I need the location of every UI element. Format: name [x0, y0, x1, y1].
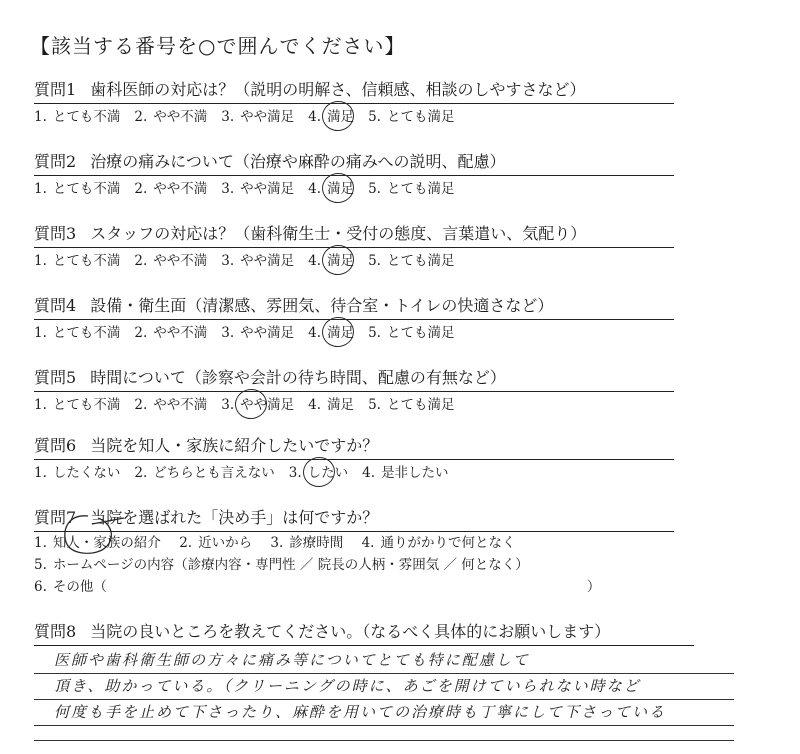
option-1[interactable]: 1. したくない [34, 465, 121, 481]
option-5[interactable]: 5. ホームページの内容（診療内容・専門性 ／ 院長の人柄・雰囲気 ／ 何となく） [34, 557, 529, 573]
option-2[interactable]: 2. やや不満 [134, 325, 208, 341]
option-5[interactable]: 5. とても満足 [368, 181, 455, 197]
option-3[interactable]: 3. したい [289, 462, 348, 484]
question-8 [34, 620, 694, 646]
option-row [34, 106, 674, 128]
option-3[interactable]: 3. やや満足 [221, 394, 294, 416]
question-title [34, 366, 674, 392]
option-5[interactable]: 5. とても満足 [368, 109, 455, 125]
question-text: 時間について（診察や会計の待ち時間、配慮の有無など） [90, 368, 506, 387]
option-2[interactable]: 2. やや不満 [134, 109, 208, 125]
question-7 [34, 506, 674, 598]
option-3[interactable]: 3. やや満足 [221, 109, 295, 125]
option-1[interactable]: 1. とても不満 [34, 325, 121, 341]
selected-circle-mark [320, 171, 356, 205]
option-4[interactable]: 4. 満足 [308, 178, 354, 200]
option-2[interactable]: 2. どちらとも言えない [134, 465, 275, 481]
selected-circle-mark [320, 243, 356, 277]
option-2[interactable]: 2. やや不満 [134, 181, 208, 197]
question-number: 質問4 [34, 296, 77, 315]
question-title [34, 78, 674, 104]
question-6 [34, 434, 674, 484]
option-1[interactable]: 1. とても不満 [34, 253, 121, 269]
question-title [34, 506, 674, 532]
question-number: 質問2 [34, 152, 77, 171]
question-3 [34, 222, 674, 272]
option-2[interactable]: 2. やや不満 [134, 253, 208, 269]
question-number: 質問8 [34, 622, 77, 641]
option-5[interactable]: 5. とても満足 [368, 325, 455, 341]
option-3[interactable]: 3. やや満足 [221, 325, 295, 341]
question-text: 設備・衛生面（清潔感、雰囲気、待合室・トイレの快適さなど） [90, 296, 554, 315]
option-5[interactable]: 5. とても満足 [368, 253, 455, 269]
option-row-3 [34, 577, 674, 598]
option-3[interactable]: 3. 診療時間 [270, 535, 344, 551]
option-2[interactable]: 2. 近いから [179, 535, 253, 551]
option-4[interactable]: 4. 満足 [308, 322, 354, 344]
question-text: 当院の良いところを教えてください。（なるべく具体的にお願いします） [90, 622, 611, 641]
option-1[interactable]: 1. とても不満 [34, 109, 121, 125]
selected-circle-mark [233, 387, 269, 421]
option-row-2 [34, 555, 674, 576]
answer-line: 頂き、助かっている。（クリーニングの時に、あごを開けていられない時など [34, 674, 734, 700]
option-4[interactable]: 4. 通りがかりで何となく [361, 535, 516, 551]
question-title [34, 620, 694, 646]
question-text: 当院を選ばれた「決め手」は何ですか？ [90, 508, 379, 527]
question-text: 当院を知人・家族に紹介したいですか？ [90, 436, 379, 455]
question-5 [34, 366, 674, 416]
question-text: 歯科医師の対応は？（説明の明解さ、信頼感、相談のしやすさなど） [90, 80, 586, 99]
option-3[interactable]: 3. やや満足 [221, 181, 295, 197]
option-1[interactable]: 1. とても不満 [34, 181, 121, 197]
selected-circle-mark [320, 99, 356, 133]
selected-circle-mark [320, 315, 356, 349]
answer-line: 医師や歯科衛生師の方々に痛み等についてとても特に配慮して [34, 648, 734, 674]
question-4 [34, 294, 674, 344]
question-number: 質問1 [34, 80, 77, 99]
option-4[interactable]: 4. 是非したい [362, 465, 449, 481]
question-number: 質問5 [34, 368, 77, 387]
option-row [34, 394, 674, 416]
question-number: 質問3 [34, 224, 77, 243]
question-title [34, 294, 674, 320]
question-2 [34, 150, 674, 200]
question-title [34, 150, 674, 176]
option-row [34, 250, 674, 272]
question-title [34, 222, 674, 248]
question-text: スタッフの対応は？（歯科衛生士・受付の態度、言葉遣い、気配り） [90, 224, 587, 243]
option-4[interactable]: 4. 満足 [308, 250, 354, 272]
option-row [34, 322, 674, 344]
option-4[interactable]: 4. 満足 [308, 397, 355, 413]
question-title [34, 434, 674, 460]
option-row-1 [34, 533, 674, 554]
option-row [34, 178, 674, 200]
answer-line-blank [34, 726, 734, 741]
option-5[interactable]: 5. とても満足 [368, 397, 455, 413]
answer-line: 何度も手を止めて下さったり、麻酔を用いての治療時も丁寧にして下さっている [34, 700, 734, 726]
question-number: 質問6 [34, 436, 77, 455]
page-header: 【該当する番号を○で囲んでください】 [30, 34, 406, 58]
option-1[interactable]: 1. とても不満 [34, 397, 121, 413]
question-number: 質問7 [34, 508, 77, 527]
option-6[interactable]: 6. その他（ ） [34, 579, 601, 595]
option-1[interactable]: 1. 知人・家族の紹介 [34, 535, 161, 551]
selected-circle-mark [301, 455, 337, 489]
option-4[interactable]: 4. 満足 [308, 106, 354, 128]
handwritten-answer[interactable] [34, 648, 734, 741]
option-row [34, 462, 674, 484]
question-text: 治療の痛みについて（治療や麻酔の痛みへの説明、配慮） [90, 152, 506, 171]
option-3[interactable]: 3. やや満足 [221, 253, 295, 269]
question-1 [34, 78, 674, 128]
option-2[interactable]: 2. やや不満 [134, 397, 208, 413]
